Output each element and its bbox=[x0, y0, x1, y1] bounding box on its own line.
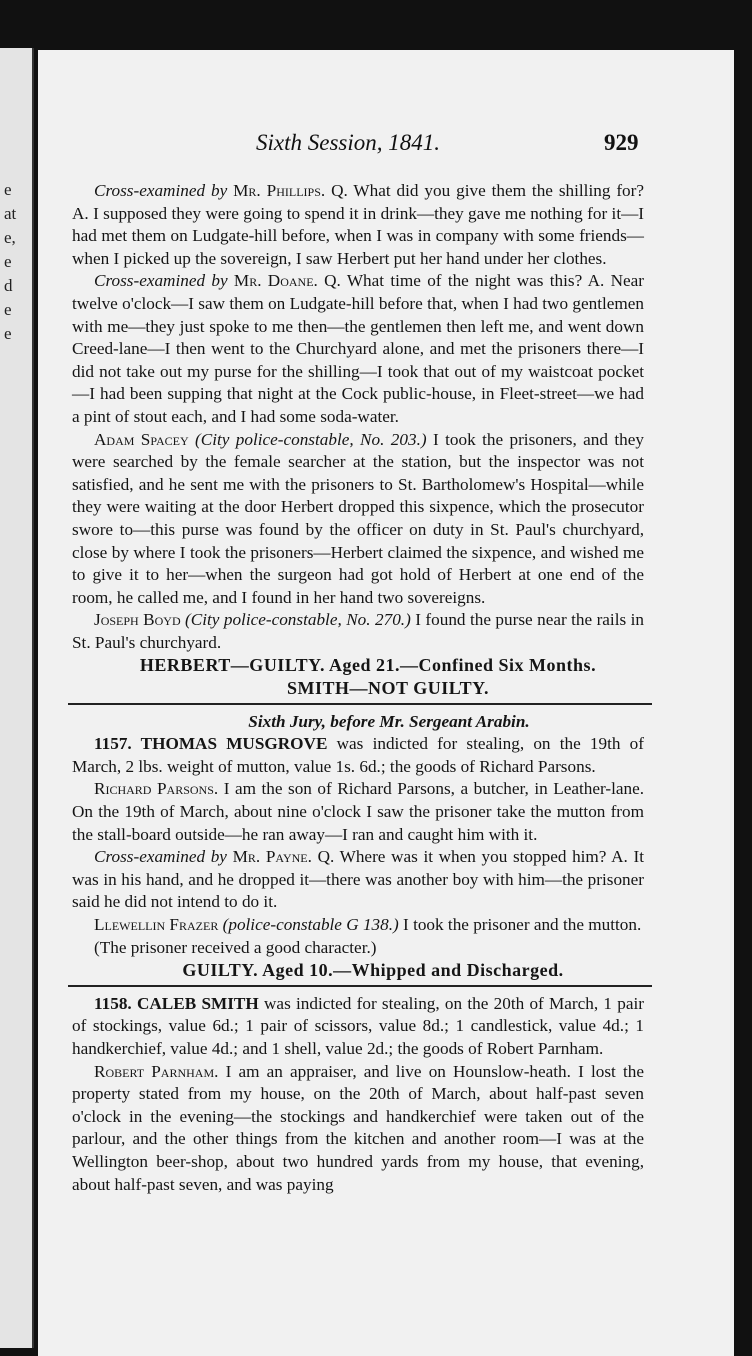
witness-name: Richard Parsons. bbox=[94, 779, 219, 799]
left-page-fragment: e bbox=[4, 252, 12, 271]
paragraph-text: Q. Where was it when you stopped him? A. It was in his hand, and he dropped it—there was another boy with him—the prisoner said he did not intend to do it. bbox=[72, 847, 644, 912]
character-note: (The prisoner received a good character.) bbox=[94, 937, 377, 957]
witness-name: Robert Parnham. bbox=[94, 1061, 219, 1081]
left-page-fragment: at bbox=[4, 204, 17, 223]
paragraph bbox=[72, 914, 644, 937]
paragraph bbox=[72, 180, 644, 270]
counsel-name: Mr. Phillips. bbox=[233, 181, 326, 200]
case-heading: 1158. CALEB SMITH bbox=[94, 993, 259, 1013]
witness-name: Adam Spacey bbox=[94, 429, 189, 449]
paragraph bbox=[72, 778, 644, 846]
paragraph-text: Q. What did you give them the shilling for? A. I supposed they were going to spend it in drink—they gave me nothing for it—I had met them on Ludgate-hill before, when I was in company with some friends—when I picked up the sovereign, I saw Herbert put her hand under her clothes. bbox=[72, 181, 645, 268]
paragraph-text: was indicted for stealing, on the 19th of March, 2 lbs. weight of mutton, value 1s. 6d.; the goods of Richard Parsons. bbox=[72, 734, 644, 776]
witness-name: Joseph Boyd bbox=[94, 610, 181, 630]
witness-name: Llewellin Frazer bbox=[94, 915, 219, 934]
case-heading: 1157. THOMAS MUSGROVE bbox=[94, 734, 328, 754]
paragraph bbox=[72, 270, 644, 428]
left-page-edge bbox=[0, 48, 34, 1348]
page-header bbox=[38, 130, 734, 164]
left-page-fragment: e bbox=[4, 180, 12, 199]
jury-heading: Sixth Jury, before Mr. Sergeant Arabin. bbox=[248, 711, 530, 731]
left-page-fragment: e bbox=[4, 324, 12, 343]
indictment-paragraph bbox=[72, 993, 644, 1061]
paragraph-text: I am the son of Richard Parsons, a butcher, in Leather-lane. On the 19th of March, about nine o'clock I saw the prisoner take the mutton from the stall-board outside—he ran away—I ran and caught him with it. bbox=[72, 779, 645, 844]
page-number: 929 bbox=[604, 130, 639, 155]
paragraph-text: I found the purse near the rails in St. Paul's churchyard. bbox=[72, 610, 644, 652]
counsel-name: Mr. Payne. bbox=[232, 847, 312, 867]
paragraph-text: I am an appraiser, and live on Hounslow-heath. I lost the property stated from my house, on the 20th of March, about half-past seven o'clock in the evening—the stockings and handkerchief were taken out of the parlour, and the other things from the kitchen and another room—I was at the Wellington beer-shop, about two hundred yards from my house, that evening, about half-past seven, and was paying bbox=[72, 1061, 644, 1194]
counsel-name: Mr. Doane. bbox=[233, 271, 318, 291]
section-rule bbox=[68, 985, 652, 987]
left-page-fragment: e, bbox=[4, 228, 16, 247]
verdict: SMITH—NOT GUILTY. bbox=[287, 678, 489, 699]
paragraph-text: Q. What time of the night was this? A. Near twelve o'clock—I saw them on Ludgate-hill before that, when I had two gentlemen with me—they just spoke to me then—the gentlemen then left me, and went down Creed-lane—I then went to the Churchyard alone, and met the prisoners there—I did not take out my purse for the shilling—I took that out of my waistcoat pocket—I had been supping that night at the Cock public-house, in Fleet-street—we had a pint of stout each, and I had some soda-water. bbox=[72, 271, 644, 426]
page-body bbox=[72, 180, 644, 1196]
indictment-paragraph bbox=[72, 733, 644, 778]
paragraph-text: I took the prisoners, and they were searched by the female searcher at the station, but the inspector was not satisfied, and he sent me with the prisoners to St. Bartholomew's Hospital—while they were waiting at the door Herbert dropped this sixpence, which the prosecutor swore to—this purse was found by the officer on duty in St. Paul's churchyard, close by where I took the prisoners—Herbert claimed the sixpence, and wished me to give it to her—when the surgeon had got hold of Herbert at one end of the room, he called me, and I found in her hand two sovereigns. bbox=[72, 429, 644, 607]
cross-examined-lead: Cross-examined by bbox=[94, 847, 227, 867]
witness-role: (City police-constable, No. 203.) bbox=[188, 429, 427, 449]
paragraph bbox=[72, 1061, 644, 1197]
verdict: HERBERT—GUILTY. Aged 21.—Confined Six Months. bbox=[139, 655, 597, 676]
paragraph bbox=[72, 846, 644, 914]
paragraph bbox=[72, 429, 644, 610]
witness-role: (police-constable G 138.) bbox=[218, 915, 399, 934]
book-page bbox=[38, 50, 734, 1356]
paragraph bbox=[72, 609, 644, 654]
paragraph-text: was indicted for stealing, on the 20th of March, 1 pair of stockings, value 6d.; 1 pair of scissors, value 8d.; 1 candlestick, value 4d.; 1 handkerchief, value 4d.; and 1 shell, value 2d.; the goods of Robert Parnham. bbox=[72, 993, 645, 1058]
section-rule bbox=[68, 703, 652, 705]
cross-examined-lead: Cross-examined by bbox=[94, 181, 228, 200]
paragraph-text: I took the prisoner and the mutton. bbox=[398, 915, 642, 934]
running-title: Sixth Session, 1841. bbox=[256, 130, 440, 155]
left-page-fragment: e bbox=[4, 300, 12, 319]
verdict: GUILTY. Aged 10.—Whipped and Discharged. bbox=[182, 960, 564, 981]
left-page-fragment: d bbox=[4, 276, 13, 295]
witness-role: (City police-constable, No. 270.) bbox=[180, 610, 411, 630]
cross-examined-lead: Cross-examined by bbox=[94, 271, 228, 291]
